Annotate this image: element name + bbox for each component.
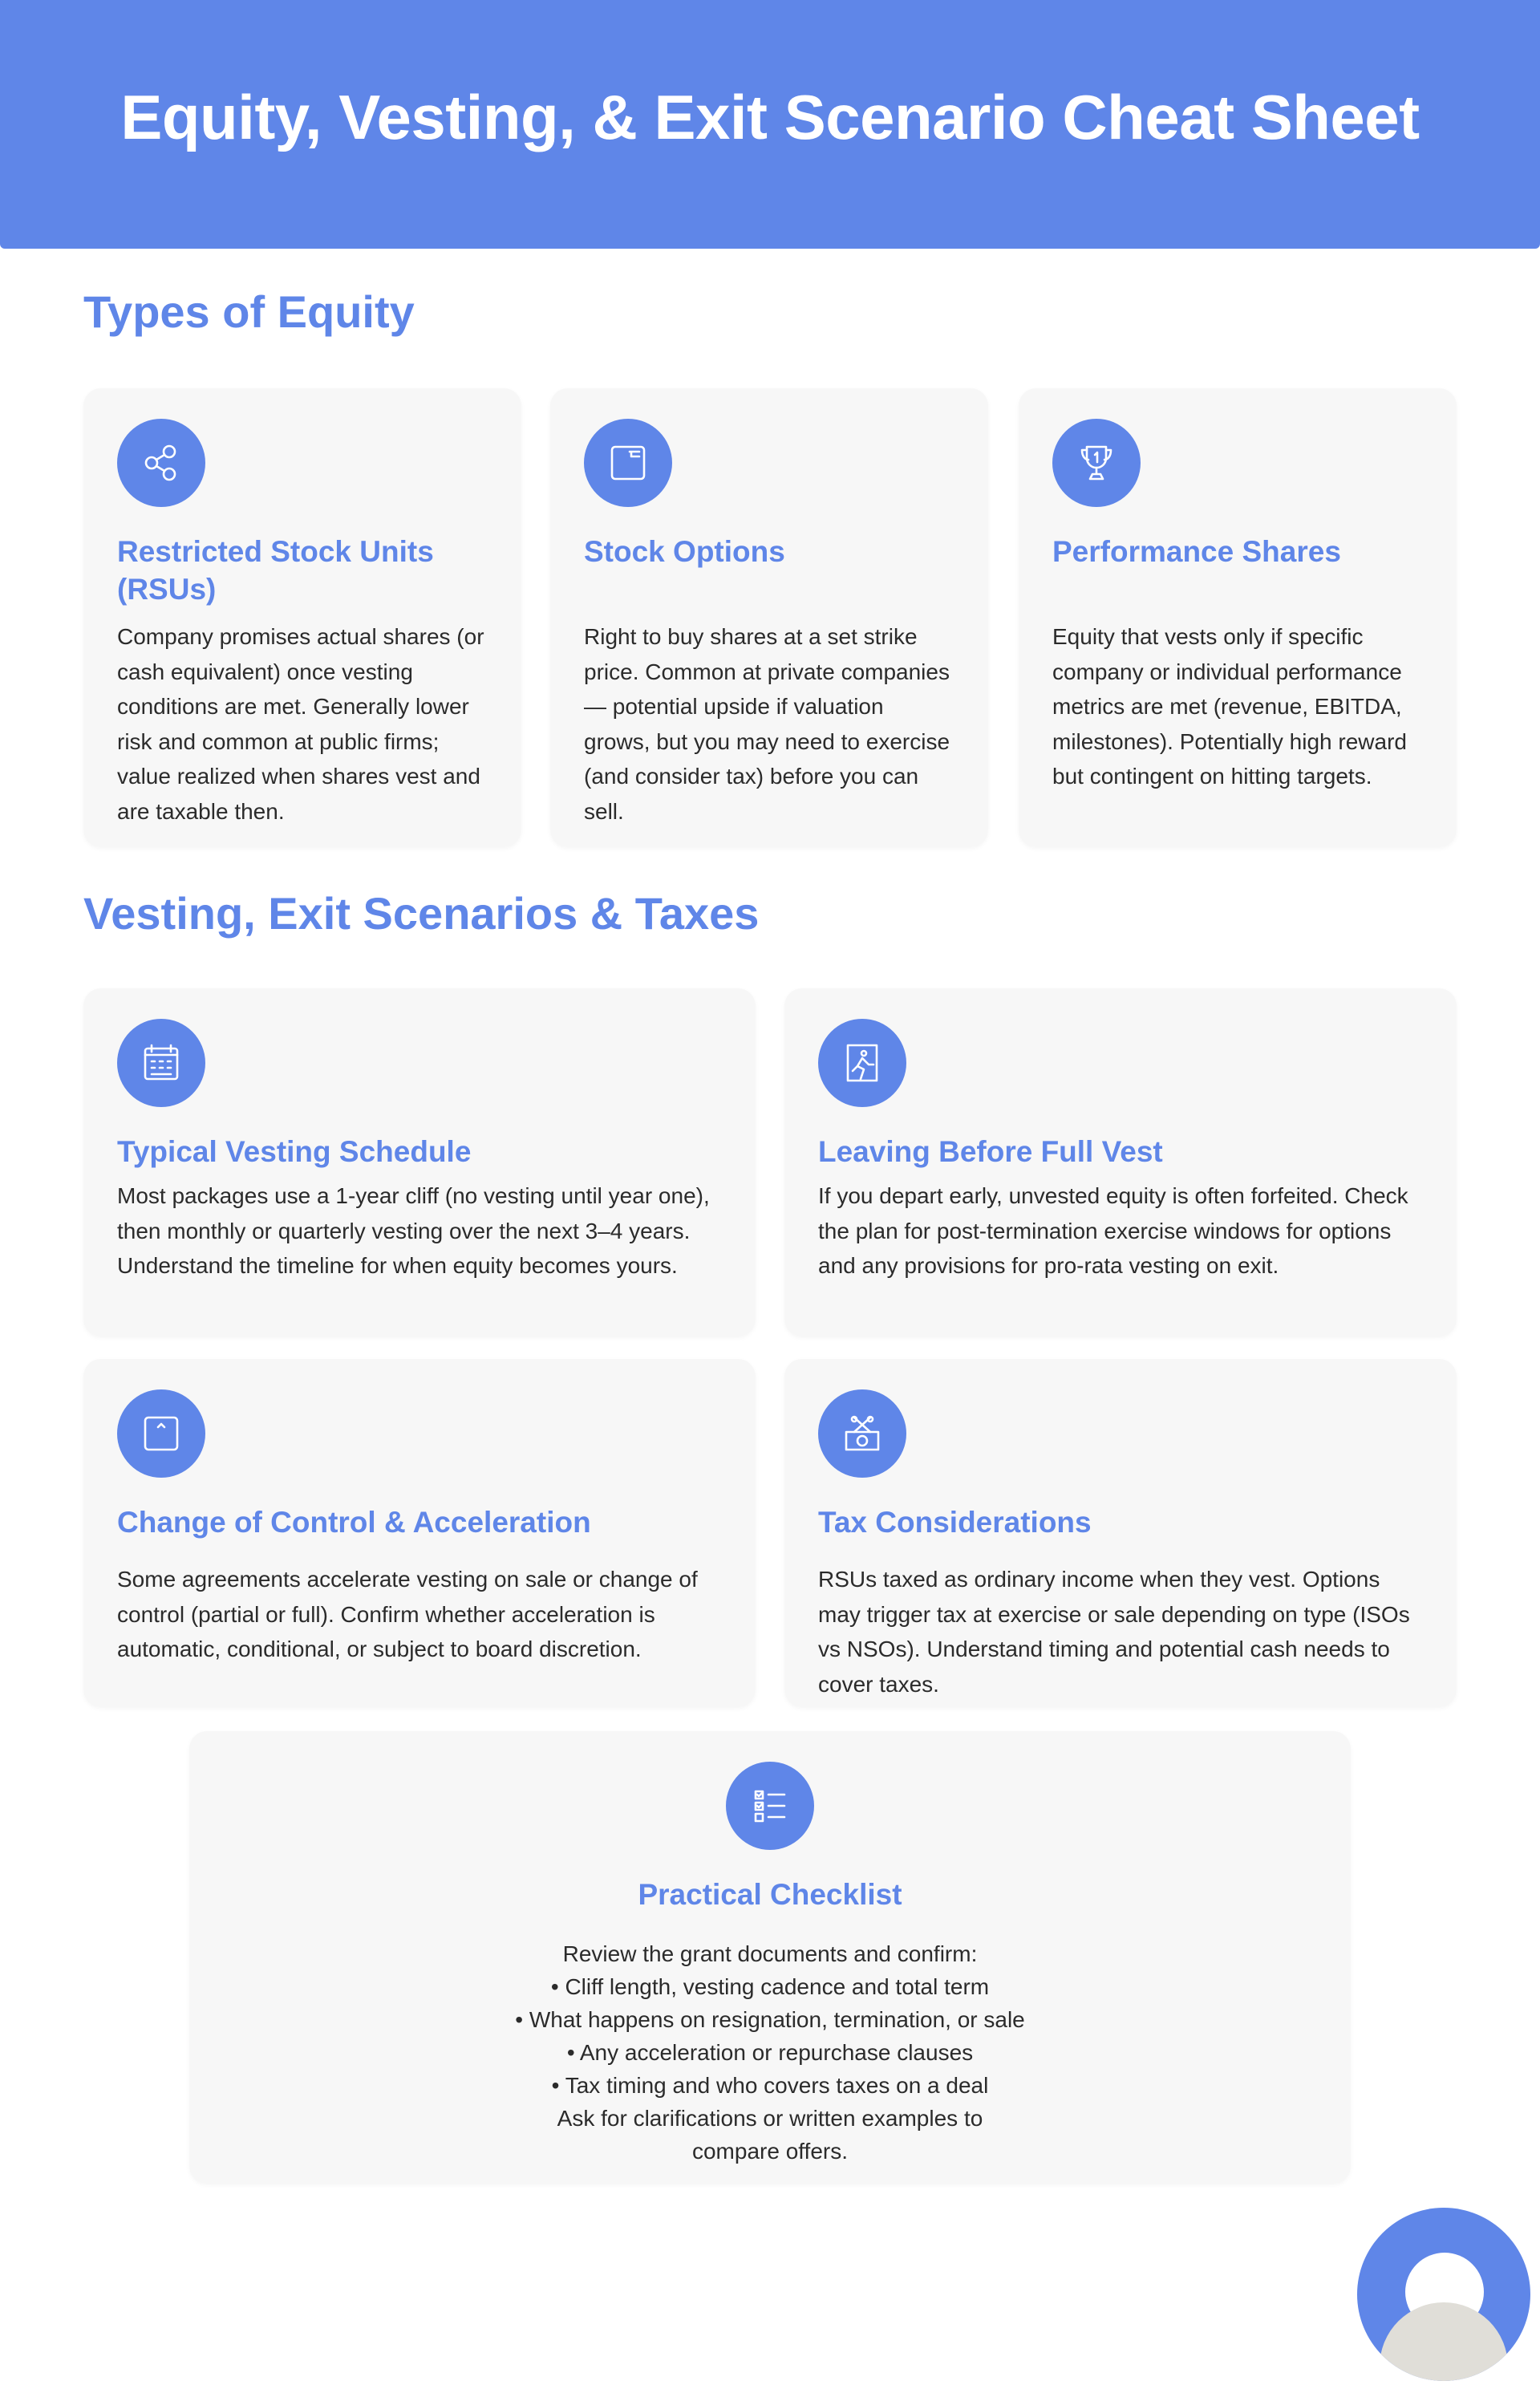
section-title-vesting: Vesting, Exit Scenarios & Taxes xyxy=(83,888,760,939)
header-banner xyxy=(0,0,1540,249)
document-icon xyxy=(584,419,672,507)
checklist-line: • Cliff length, vesting cadence and total term xyxy=(550,1974,990,1999)
card-title: Performance Shares xyxy=(1052,535,1341,568)
share-icon xyxy=(117,419,205,507)
checklist-line: • What happens on resignation, termination, or sale xyxy=(515,2007,1025,2032)
calendar-icon xyxy=(117,1019,205,1107)
checklist-title: Practical Checklist xyxy=(638,1878,902,1911)
card-performance-shares xyxy=(1019,388,1457,847)
checklist-line: • Tax timing and who covers taxes on a deal xyxy=(551,2073,989,2098)
card-title: Tax Considerations xyxy=(818,1506,1092,1539)
checklist-body xyxy=(223,1937,1317,2168)
card-title: Restricted Stock Units (RSUs) xyxy=(117,535,434,606)
tax-icon xyxy=(818,1389,906,1478)
card-body: If you depart early, unvested equity is often forfeited. Check the plan for post-termination exercise windows for options and any provisions for pro-rata vesting on exit. xyxy=(818,1183,1408,1278)
card-rsus xyxy=(83,388,521,847)
section-title-types: Types of Equity xyxy=(83,286,415,337)
card-vesting-schedule xyxy=(83,988,756,1336)
card-body: Company promises actual shares (or cash equivalent) once vesting conditions are met. Generally lower risk and common at public firms; value realized when shares vest and are taxable then. xyxy=(117,624,484,824)
card-title: Stock Options xyxy=(584,535,785,568)
card-change-of-control xyxy=(83,1359,756,1707)
card-body: Some agreements accelerate vesting on sale or change of control (partial or full). Confirm whether acceleration is automatic, conditional, or subject to board discretion. xyxy=(117,1567,698,1661)
checklist-line: compare offers. xyxy=(691,2139,849,2164)
card-body: Equity that vests only if specific company or individual performance metrics are met (revenue, EBITDA, milestones). Potentially high reward but contingent on hitting targets. xyxy=(1052,624,1407,789)
exit-icon xyxy=(818,1019,906,1107)
trophy-icon xyxy=(1052,419,1141,507)
card-leaving-early xyxy=(784,988,1457,1336)
card-stock-options xyxy=(550,388,988,847)
acceleration-icon xyxy=(117,1389,205,1478)
checklist-line: Review the grant documents and confirm: xyxy=(562,1941,978,1966)
card-tax-considerations xyxy=(784,1359,1457,1707)
card-practical-checklist xyxy=(189,1731,1351,2184)
page-title: Equity, Vesting, & Exit Scenario Cheat Sheet xyxy=(120,81,1420,152)
card-body: RSUs taxed as ordinary income when they vest. Options may trigger tax at exercise or sale depending on type (ISOs vs NSOs). Understand timing and potential cash needs to cover taxes. xyxy=(818,1567,1410,1697)
checklist-icon xyxy=(726,1762,814,1850)
card-title: Leaving Before Full Vest xyxy=(818,1135,1163,1168)
checklist-line: • Any acceleration or repurchase clauses xyxy=(566,2040,974,2065)
checklist-line: Ask for clarifications or written examples to xyxy=(557,2106,983,2131)
avatar[interactable] xyxy=(1357,2208,1530,2381)
card-title: Change of Control & Acceleration xyxy=(117,1506,591,1539)
card-body: Right to buy shares at a set strike price. Common at private companies — potential upside if valuation grows, but you may need to exercise (and consider tax) before you can sell. xyxy=(584,624,950,824)
card-title: Typical Vesting Schedule xyxy=(117,1135,472,1168)
avatar-body xyxy=(1380,2302,1508,2381)
card-body: Most packages use a 1-year cliff (no vesting until year one), then monthly or quarterly vesting over the next 3–4 years. Understand the timeline for when equity becomes yours. xyxy=(117,1183,710,1278)
